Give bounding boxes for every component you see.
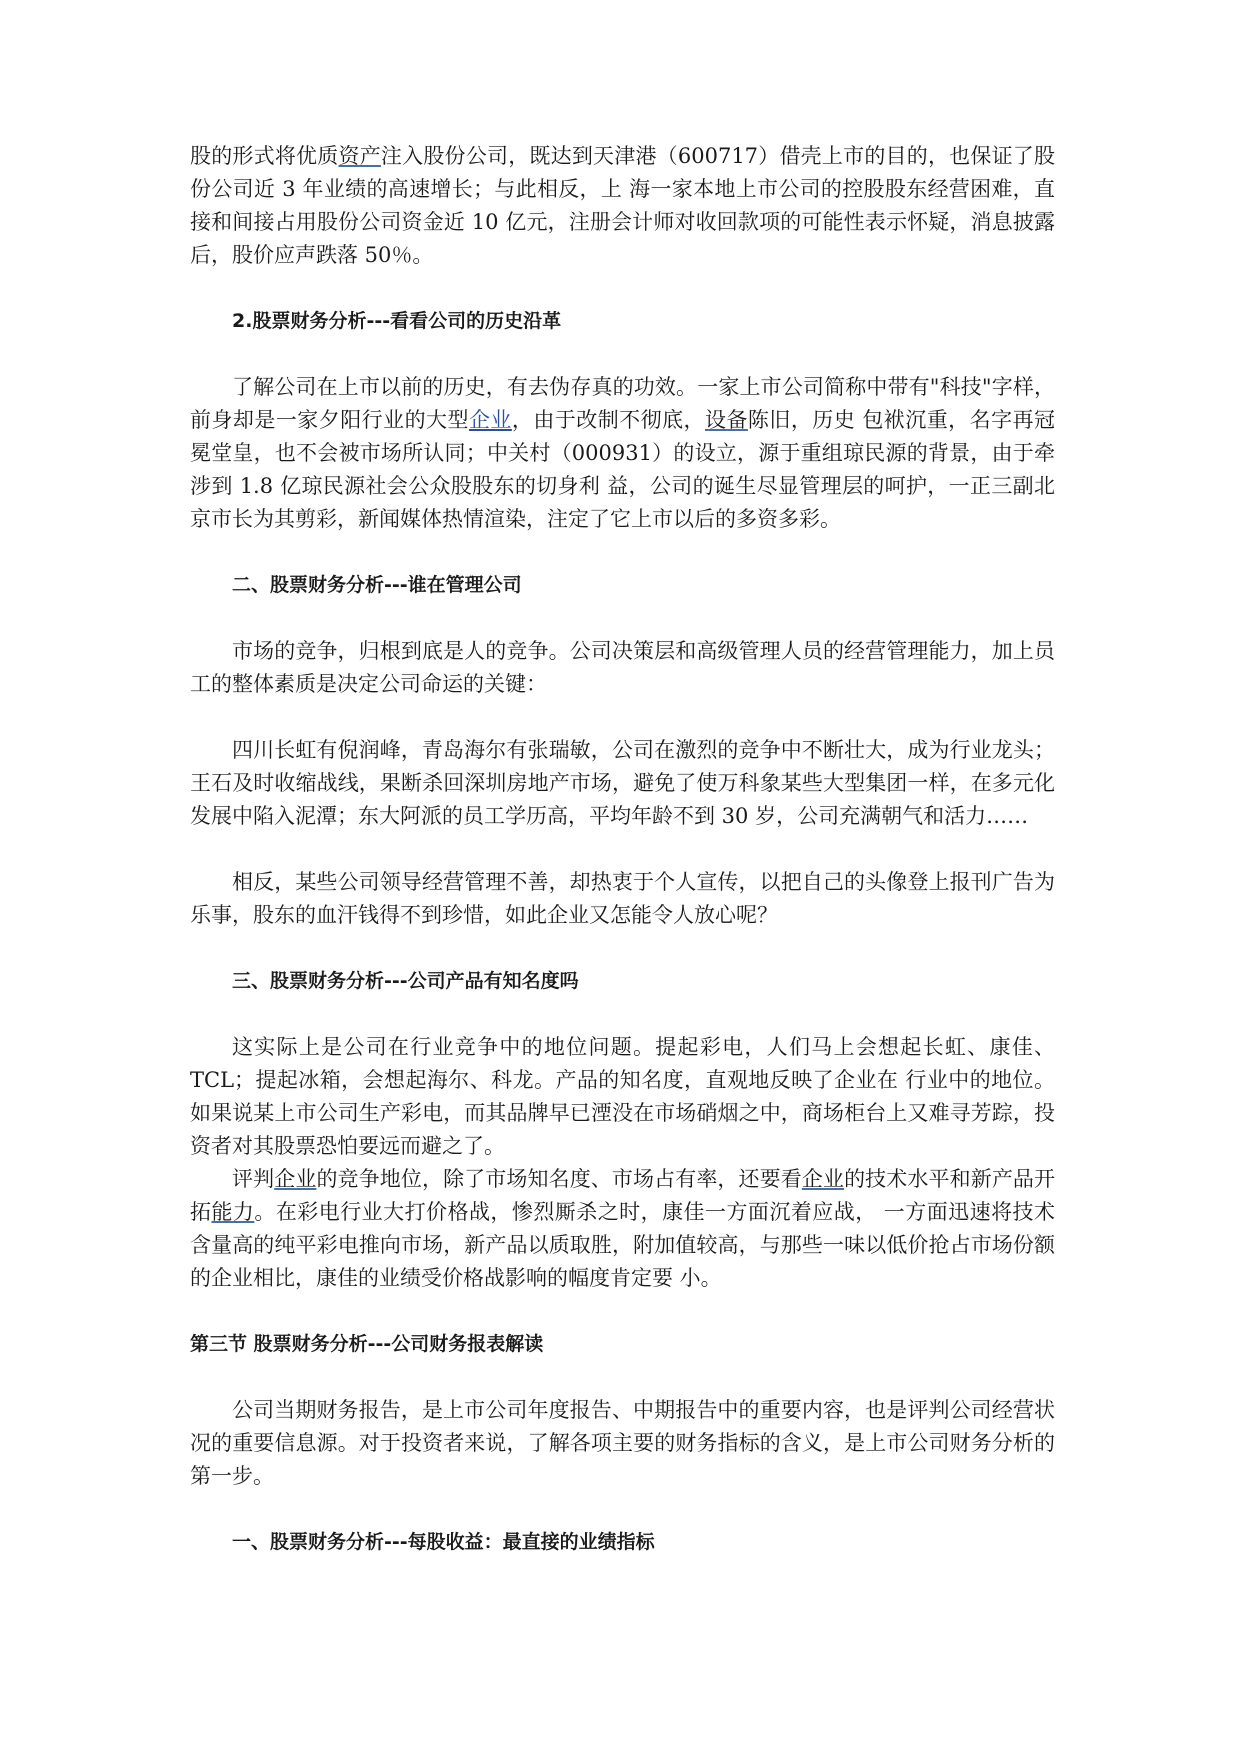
paragraph-text: 注入股份公司，既达到天津港（600717）借壳上市的目的，也保证了股份公司近 3 年业绩的高速增长；与此相反，上 海一家本地上市公司的控股股东经营困难，直接和间接占用股份公司资金近 10 亿元，注册会计师对收回款项的可能性表示怀疑，消息披露后，股价应声跌落 50％。 — [190, 144, 1056, 267]
inline-link[interactable]: 设备 — [705, 408, 748, 432]
body-paragraph — [190, 866, 1055, 932]
body-paragraph — [190, 635, 1055, 701]
inline-link[interactable]: 能力 — [211, 1200, 255, 1224]
paragraph-text: ，由于改制不彻底， — [511, 408, 705, 432]
paragraph-spacer — [190, 338, 1055, 371]
paragraph-text: 相反，某些公司领导经营管理不善，却热衷于个人宣传，以把自己的头像登上报刊广告为乐事，股东的血汗钱得不到珍惜，如此企业又怎能令人放心呢？ — [190, 870, 1055, 927]
paragraph-spacer — [190, 272, 1055, 305]
paragraph-text: 的技术水平和新产品开拓 — [190, 1167, 1056, 1224]
paragraph-spacer — [190, 701, 1055, 734]
inline-link[interactable]: 企业 — [468, 408, 512, 432]
paragraph-text: 市场的竞争，归根到底是人的竞争。公司决策层和高级管理人员的经营管理能力，加上员工的整体素质是决定公司命运的关键： — [190, 639, 1055, 696]
inline-link[interactable]: 企业 — [274, 1167, 317, 1191]
section-heading: 2.股票财务分析---看看公司的历史沿革 — [232, 310, 562, 332]
paragraph-text: 公司当期财务报告，是上市公司年度报告、中期报告中的重要内容，也是评判公司经营状况的重要信息源。对于投资者来说，了解各项主要的财务指标的含义，是上市公司财务分析的第一步。 — [190, 1398, 1055, 1488]
paragraph-text: 陈旧，历史 包袱沉重，名字再冠冕堂皇，也不会被市场所认同；中关村（000931）的设立，源于重组琼民源的背景，由于牵涉到 1.8 亿琼民源社会公众股股东的切身利 益，公司的诞生尽显管理层的呵护，一正三副北京市长为其剪彩，新闻媒体热情渲染，注定了它上市以后的多资多彩。 — [190, 408, 1056, 531]
body-paragraph — [190, 1031, 1055, 1163]
body-paragraph — [190, 140, 1055, 272]
paragraph-spacer — [190, 932, 1055, 965]
paragraph-spacer — [190, 998, 1055, 1031]
body-paragraph — [190, 734, 1055, 833]
body-paragraph — [190, 1163, 1055, 1295]
section-heading: 一、股票财务分析---每股收益：最直接的业绩指标 — [232, 1531, 655, 1553]
paragraph-spacer — [190, 1493, 1055, 1526]
body-paragraph — [190, 371, 1055, 536]
paragraph-text: 评判 — [232, 1167, 275, 1191]
inline-link[interactable]: 企业 — [801, 1167, 845, 1191]
paragraph-text: 四川长虹有倪润峰，青岛海尔有张瑞敏，公司在激烈的竞争中不断壮大，成为行业龙头；王石及时收缩战线，果断杀回深圳房地产市场，避免了使万科象某些大型集团一样，在多元化发展中陷入泥潭；东大阿派的员工学历高，平均年龄不到 30 岁，公司充满朝气和活力…… — [190, 738, 1055, 828]
document-body — [190, 140, 1055, 1559]
paragraph-spacer — [190, 536, 1055, 569]
paragraph-spacer — [190, 1295, 1055, 1328]
paragraph-text: 股的形式将优质 — [190, 144, 339, 168]
paragraph-spacer — [190, 602, 1055, 635]
paragraph-text: 了解公司在上市以前的历史，有去伪存真的功效。一家上市公司简称中带有"科技"字样，前身却是一家夕阳行业的大型 — [190, 375, 1055, 432]
section-heading: 三、股票财务分析---公司产品有知名度吗 — [232, 970, 579, 992]
section-heading: 二、股票财务分析---谁在管理公司 — [232, 574, 522, 596]
paragraph-text: 的竞争地位，除了市场知名度、市场占有率，还要看 — [316, 1167, 802, 1191]
body-paragraph — [190, 1394, 1055, 1493]
section-heading: 第三节 股票财务分析---公司财务报表解读 — [190, 1333, 544, 1355]
paragraph-spacer — [190, 1361, 1055, 1394]
paragraph-text: 这实际上是公司在行业竞争中的地位问题。提起彩电，人们马上会想起长虹、康佳、TCL；提起冰箱，会想起海尔、科龙。产品的知名度，直观地反映了企业在 行业中的地位。如果说某上市公司生产彩电，而其品牌早已湮没在市场硝烟之中，商场柜台上又难寻芳踪，投资者对其股票恐怕要远而避之了。 — [190, 1035, 1055, 1158]
paragraph-spacer — [190, 833, 1055, 866]
paragraph-text: 。在彩电行业大打价格战，惨烈厮杀之时，康佳一方面沉着应战， 一方面迅速将技术含量高的纯平彩电推向市场，新产品以质取胜，附加值较高，与那些一味以低价抢占市场份额的企业相比，康佳的业绩受价格战影响的幅度肯定要 小。 — [190, 1200, 1056, 1290]
inline-link[interactable]: 资产 — [338, 144, 381, 168]
